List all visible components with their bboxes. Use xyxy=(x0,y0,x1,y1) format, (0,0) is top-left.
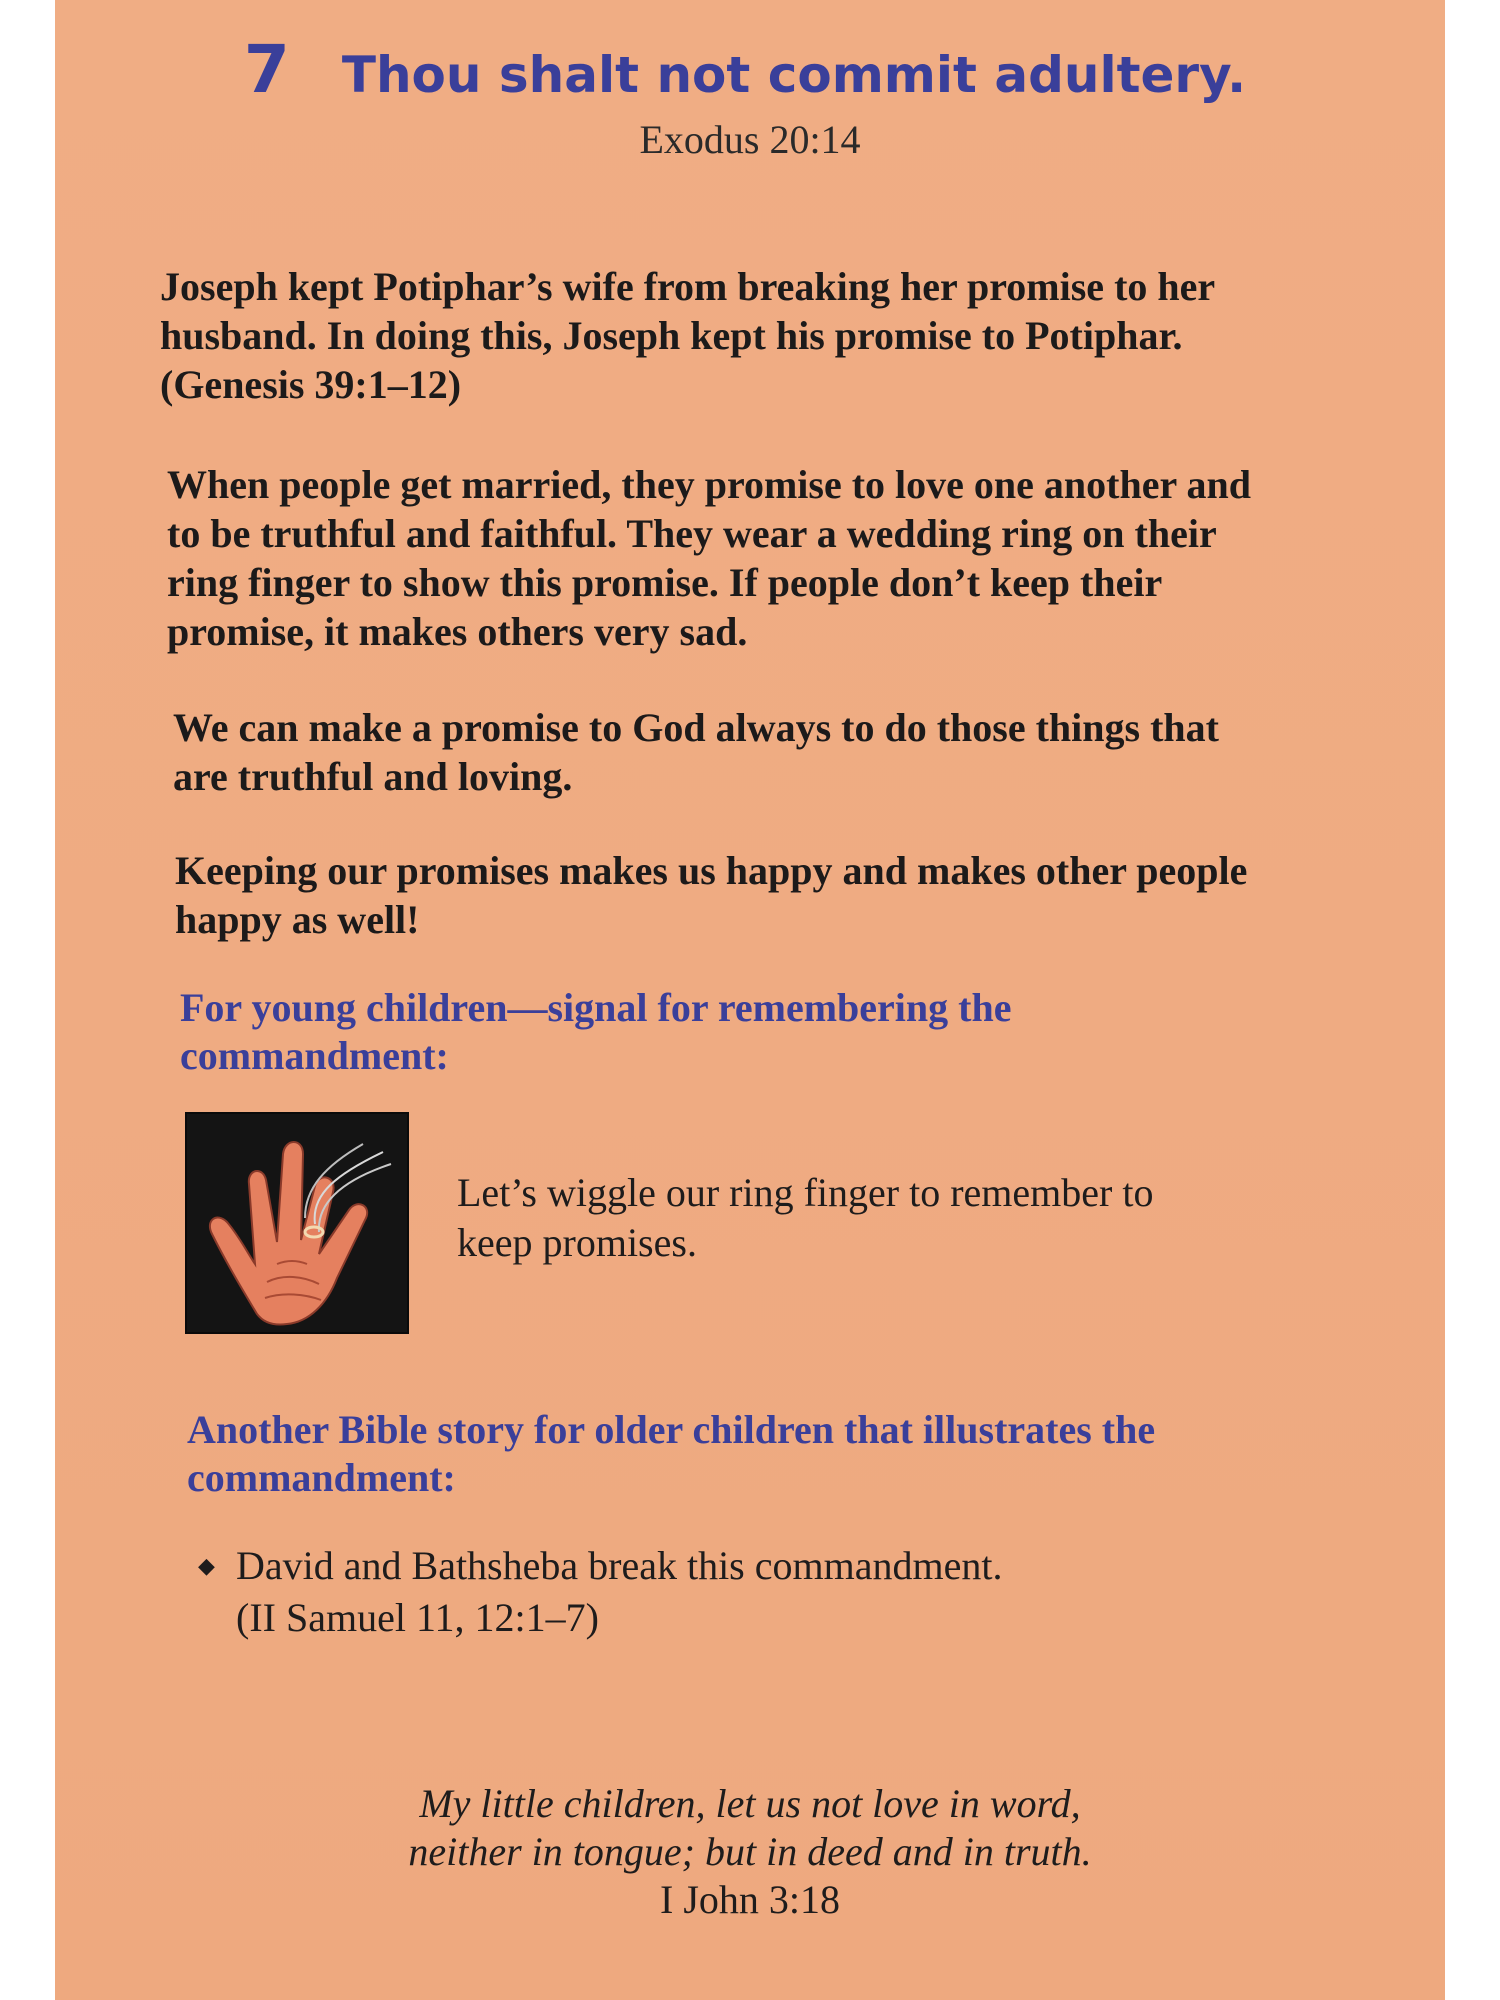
footer-quote xyxy=(55,1780,1445,1924)
commandment-number: 7 xyxy=(243,31,290,108)
paragraph-line: promise, it makes others very sad. xyxy=(167,609,748,654)
paragraph-keeping-promises xyxy=(175,846,1415,944)
paragraph-line: ring finger to show this promise. If people don’t keep their xyxy=(167,560,1163,605)
signal-heading xyxy=(180,984,1380,1080)
paragraph-line: Keeping our promises makes us happy and makes other people xyxy=(175,848,1248,893)
instruction-line: keep promises. xyxy=(457,1220,697,1265)
paragraph-line: Joseph kept Potiphar’s wife from breaking her promise to her xyxy=(160,264,1216,309)
quote-reference: I John 3:18 xyxy=(660,1877,840,1922)
hand-signal-image xyxy=(185,1112,409,1334)
heading-line: commandment: xyxy=(180,1033,449,1078)
story-list xyxy=(190,1540,1290,1644)
paragraph-joseph xyxy=(160,262,1400,409)
list-item-line: (II Samuel 11, 12:1–7) xyxy=(236,1595,599,1640)
story-heading xyxy=(187,1406,1427,1502)
header xyxy=(55,30,1445,165)
quote-line: My little children, let us not love in word, xyxy=(419,1781,1081,1826)
paragraph-line: When people get married, they promise to love one another and xyxy=(167,462,1252,507)
paragraph-line: husband. In doing this, Joseph kept his promise to Potiphar. xyxy=(160,313,1183,358)
page xyxy=(55,0,1445,2000)
signal-instruction xyxy=(457,1168,1277,1268)
list-item-text xyxy=(236,1540,1002,1644)
paragraph-line: happy as well! xyxy=(175,897,420,942)
heading-line: commandment: xyxy=(187,1455,456,1500)
list-item-line: David and Bathsheba break this commandment. xyxy=(236,1543,1003,1588)
scripture-reference: Exodus 20:14 xyxy=(639,117,861,162)
instruction-line: Let’s wiggle our ring finger to remember to xyxy=(457,1170,1154,1215)
title-row xyxy=(55,30,1445,115)
commandment-title: Thou shalt not commit adultery. xyxy=(341,46,1247,104)
hand-ring-finger-icon xyxy=(187,1114,407,1332)
paragraph-line: (Genesis 39:1–12) xyxy=(160,362,462,407)
quote-line: neither in tongue; but in deed and in truth. xyxy=(408,1829,1092,1874)
list-item xyxy=(190,1540,1290,1644)
heading-line: For young children—signal for remembering the xyxy=(180,985,1012,1030)
paragraph-promise-god xyxy=(173,703,1413,801)
diamond-bullet-icon: ◆ xyxy=(198,1553,215,1578)
paragraph-line: We can make a promise to God always to do those things that xyxy=(173,705,1219,750)
paragraph-marriage xyxy=(167,460,1427,656)
paragraph-line: to be truthful and faithful. They wear a wedding ring on their xyxy=(167,511,1217,556)
heading-line: Another Bible story for older children that illustrates the xyxy=(187,1407,1156,1452)
paragraph-line: are truthful and loving. xyxy=(173,754,573,799)
